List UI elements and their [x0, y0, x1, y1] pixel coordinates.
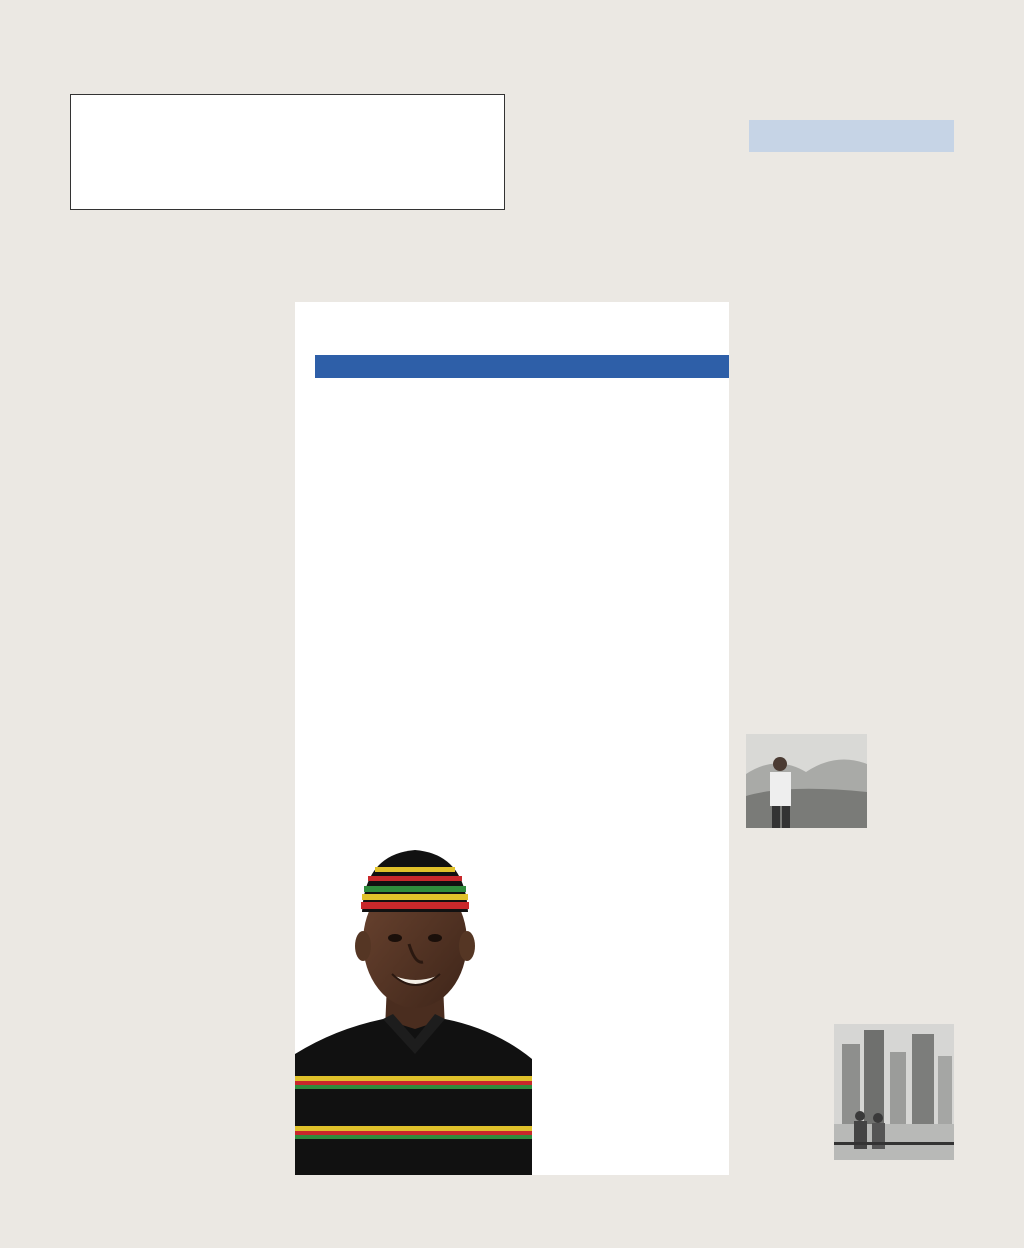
reunion-weekend-banner	[749, 120, 954, 152]
filler-text-photo-wrap	[868, 727, 954, 845]
filler-text-column-4-continued	[746, 843, 954, 1023]
city-skyline-photo	[834, 1024, 954, 1160]
filler-text-column-1	[70, 92, 275, 1182]
page-footer	[70, 1209, 100, 1221]
filler-text-column-3	[520, 92, 725, 297]
class-notes-notice	[70, 94, 505, 210]
filler-text-column-4-end	[746, 1017, 836, 1177]
filler-text-column-4	[746, 92, 954, 732]
portrait-photo	[295, 814, 532, 1175]
filler-text-column-2	[295, 205, 495, 295]
mountain-portrait-photo	[746, 734, 867, 828]
feature-article	[295, 302, 729, 1175]
article-byline	[315, 355, 729, 378]
